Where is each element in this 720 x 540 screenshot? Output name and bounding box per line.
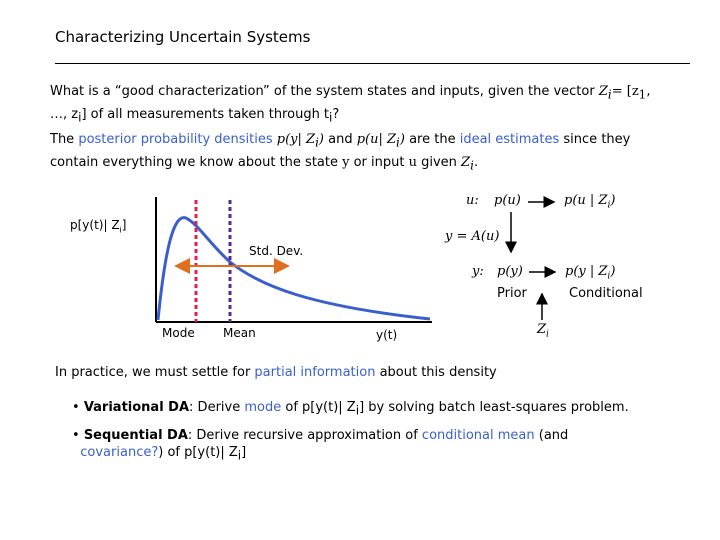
y-equals-A-u: y = A(u)	[445, 229, 500, 244]
density-ylabel: p[y(t)| $Z_i$]	[70, 218, 127, 235]
y-label: y:	[472, 264, 484, 279]
prior-y: p(y)	[497, 264, 523, 279]
hl-partial-information: partial information	[254, 365, 376, 380]
density-curve	[158, 218, 430, 320]
bullet-sequential: • Sequential DA: Derive recursive approximation of conditional mean (and covariance?) of p[y(t)| $Z_i$]	[72, 428, 569, 463]
practice-line: In practice, we must settle for partial information about this density	[55, 365, 497, 380]
mode-label: Mode	[162, 326, 195, 340]
posterior-paragraph: The posterior probability densities p(y| $Z_i$) and p(u| $Z_i$) are the ideal estimates since they contain everything we know about the state y or input u given $Z_i$.	[50, 132, 631, 173]
stddev-label: Std. Dev.	[249, 244, 304, 258]
u-label: u:	[466, 193, 479, 208]
x-axis-label: y(t)	[376, 328, 398, 342]
slide-title: Characterizing Uncertain Systems	[55, 28, 311, 46]
conditional-y: p(y | $Z_i$)	[565, 264, 616, 282]
bullet-variational: • Variational DA: Derive mode of p[y(t)| $Z_i$] by solving batch least-squares problem.	[72, 400, 629, 418]
prior-u: p(u)	[494, 193, 521, 208]
hl-posterior: posterior probability densities	[78, 132, 273, 147]
conditional-label: Conditional	[569, 286, 643, 301]
question-paragraph: What is a “good characterization” of the system states and inputs, given the vector $Z_i= [z_1$, …, $z_i$] of all measurements taken through $t_i$?	[50, 84, 651, 125]
prior-label: Prior	[497, 286, 527, 301]
hl-ideal-estimates: ideal estimates	[459, 132, 560, 147]
mean-label: Mean	[223, 326, 256, 340]
conditional-u: p(u | $Z_i$)	[564, 193, 616, 211]
zi-label: $Z_i$	[537, 322, 549, 340]
